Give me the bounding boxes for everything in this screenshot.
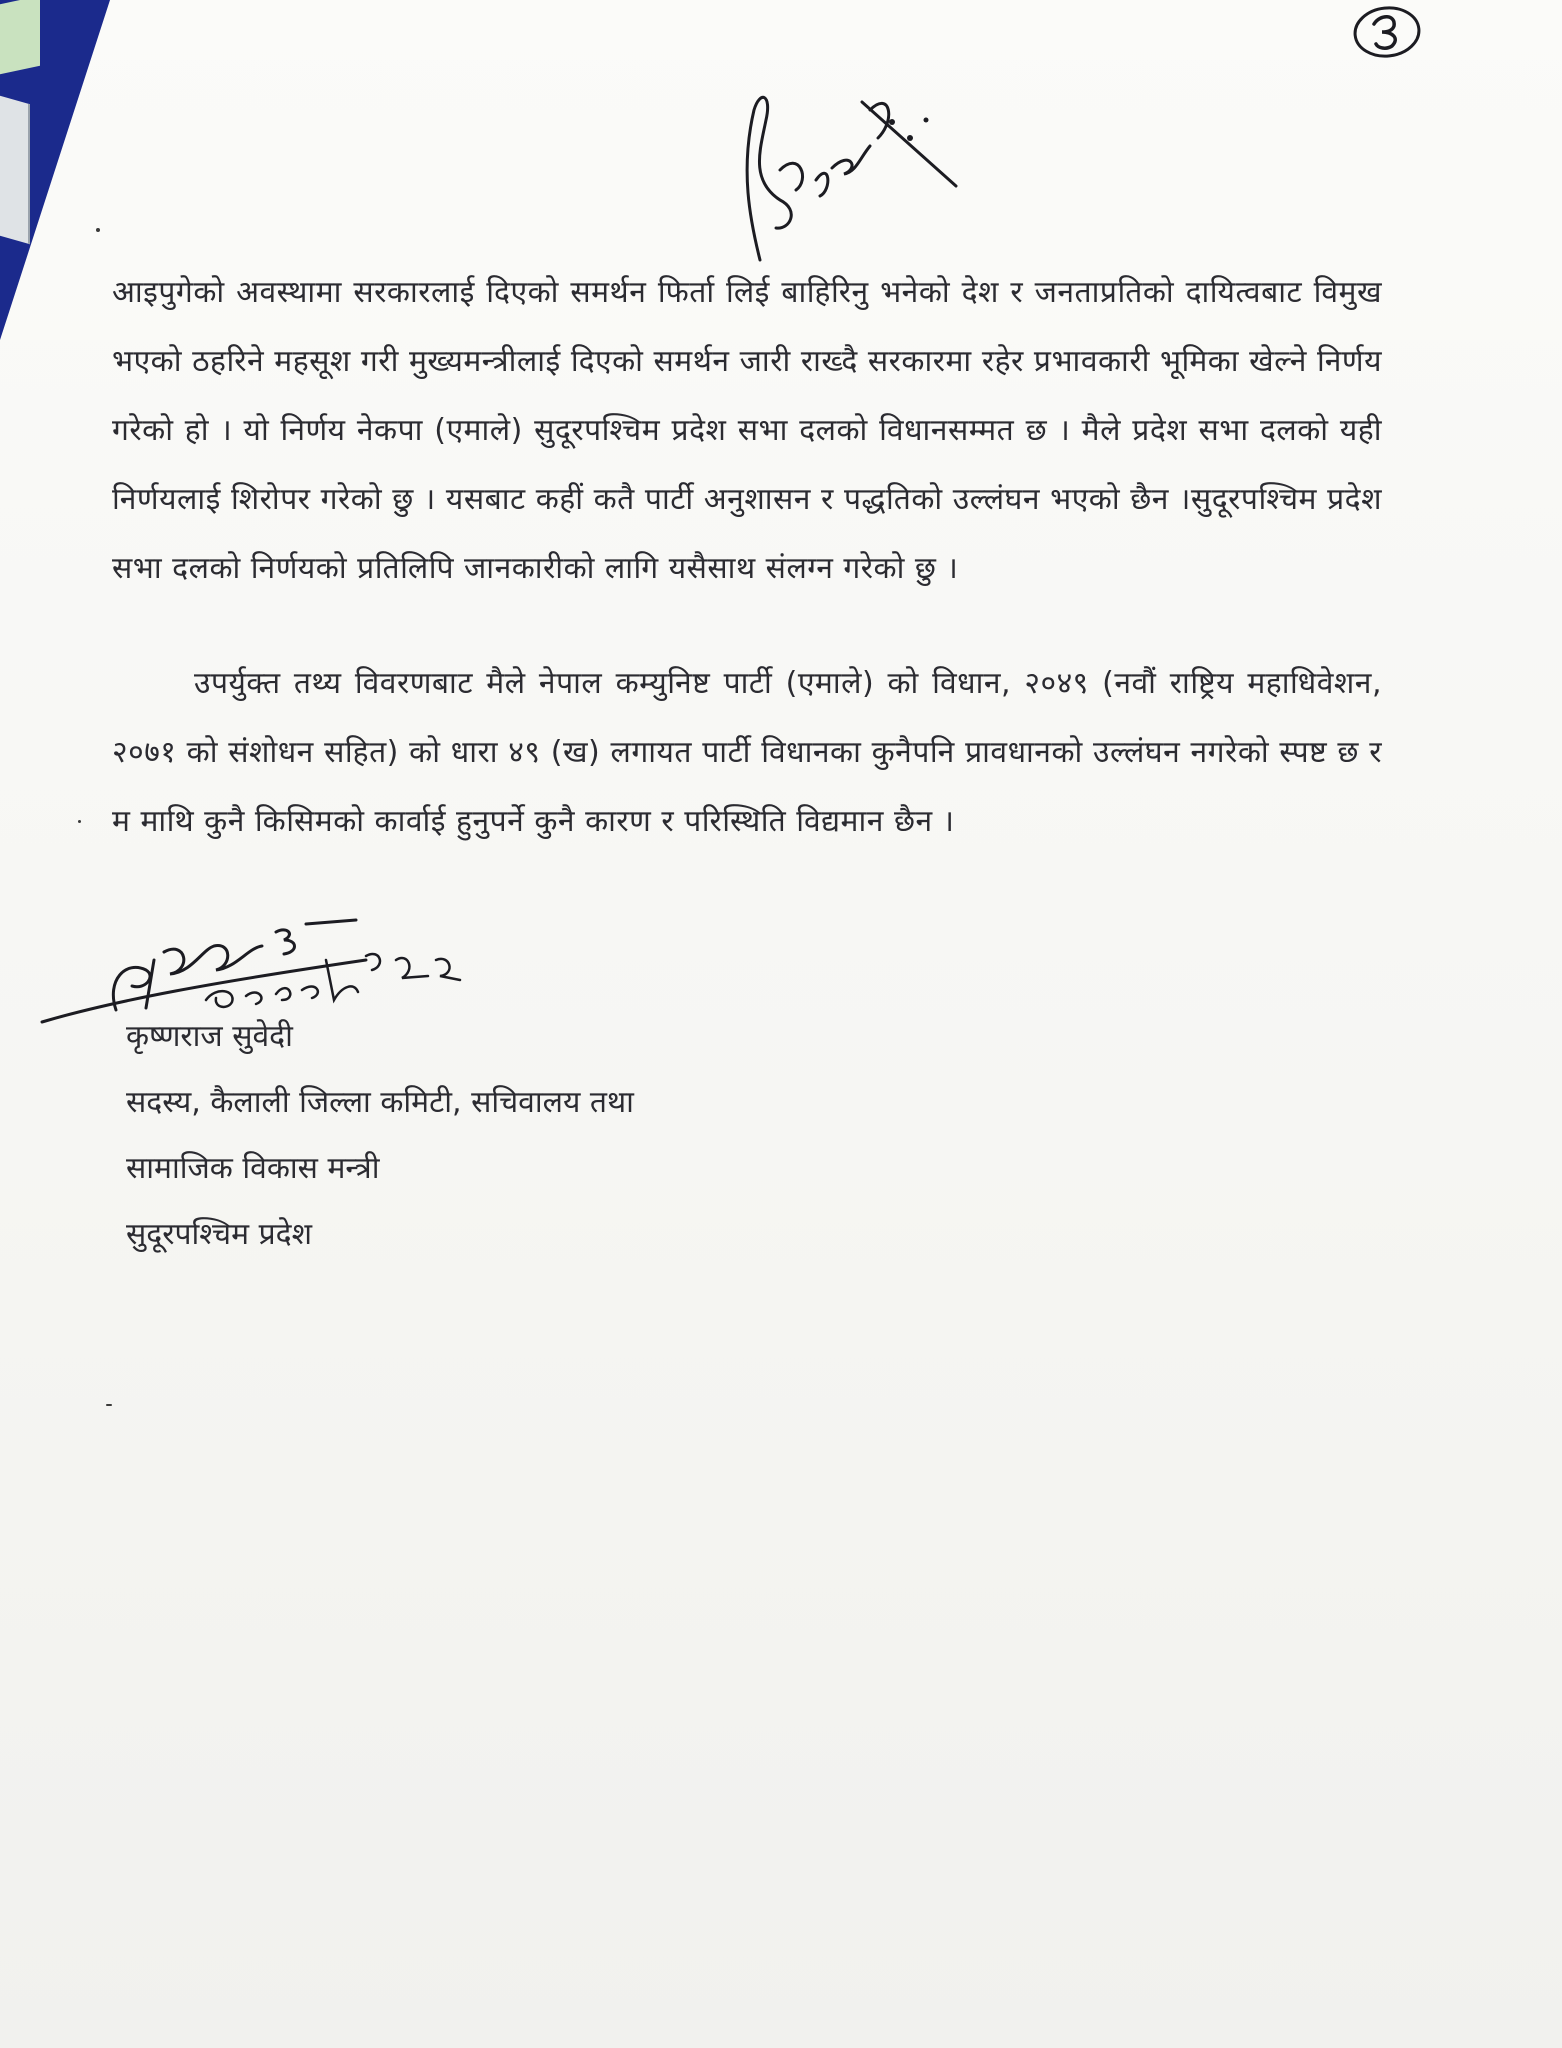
body-paragraph-2: उपर्युक्त तथ्य विवरणबाट मैले नेपाल कम्युनिष्ट पार्टी (एमाले) को विधान, २०४९ (नवौं राष्ट्रिय महाधिवेशन, २०७१ को संशोधन सहित) को धारा ४९ (ख) लगायत पार्टी विधानका कुनैपनि प्रावधानको उल्लंघन नगरेको स्पष्ट छ र म माथि कुनै किसिमको कार्वाई हुनुपर्ने कुनै कारण र परिस्थिति विद्यमान छैन ।	[112, 666, 1382, 839]
signatory-name: कृष्णराज सुवेदी	[126, 1019, 293, 1054]
signatory-role-line-1: सदस्य, कैलाली जिल्ला कमिटी, सचिवालय तथा	[126, 1085, 634, 1120]
signature-date: २०७५/०२/१४	[246, 1018, 251, 1019]
body-paragraph-1: आइपुगेको अवस्थामा सरकारलाई दिएको समर्थन फिर्ता लिई बाहिरिनु भनेको देश र जनताप्रतिको दायित्वबाट विमुख भएको ठहरिने महसूश गरी मुख्यमन्त्रीलाई दिएको समर्थन जारी राख्दै सरकारमा रहेर प्रभावकारी भूमिका खेल्ने निर्णय गरेको हो । यो निर्णय नेकपा (एमाले) सुदूरपश्चिम प्रदेश सभा दलको विधानसम्मत छ । मैले प्रदेश सभा दलको यही निर्णयलाई शिरोपर गरेको छु । यसबाट कहीं कतै पार्टी अनुशासन र पद्धतिको उल्लंघन भएको छैन ।सुदूरपश्चिम प्रदेश सभा दलको निर्णयको प्रतिलिपि जानकारीको लागि यसैसाथ संलग्न गरेको छु ।	[112, 275, 1382, 586]
scan-speck	[78, 820, 81, 823]
background-object-edge	[0, 96, 30, 245]
background-paper-corner	[0, 0, 40, 74]
page-number-mark	[1352, 4, 1422, 60]
signatory-role-line-3: सुदूरपश्चिम प्रदेश	[126, 1217, 312, 1252]
signatory-role-line-2: सामाजिक विकास मन्त्री	[126, 1151, 380, 1186]
signatory-block	[126, 1004, 634, 1268]
scan-speck	[106, 1404, 112, 1406]
handwritten-initials	[720, 50, 960, 270]
scan-speck	[96, 228, 100, 232]
